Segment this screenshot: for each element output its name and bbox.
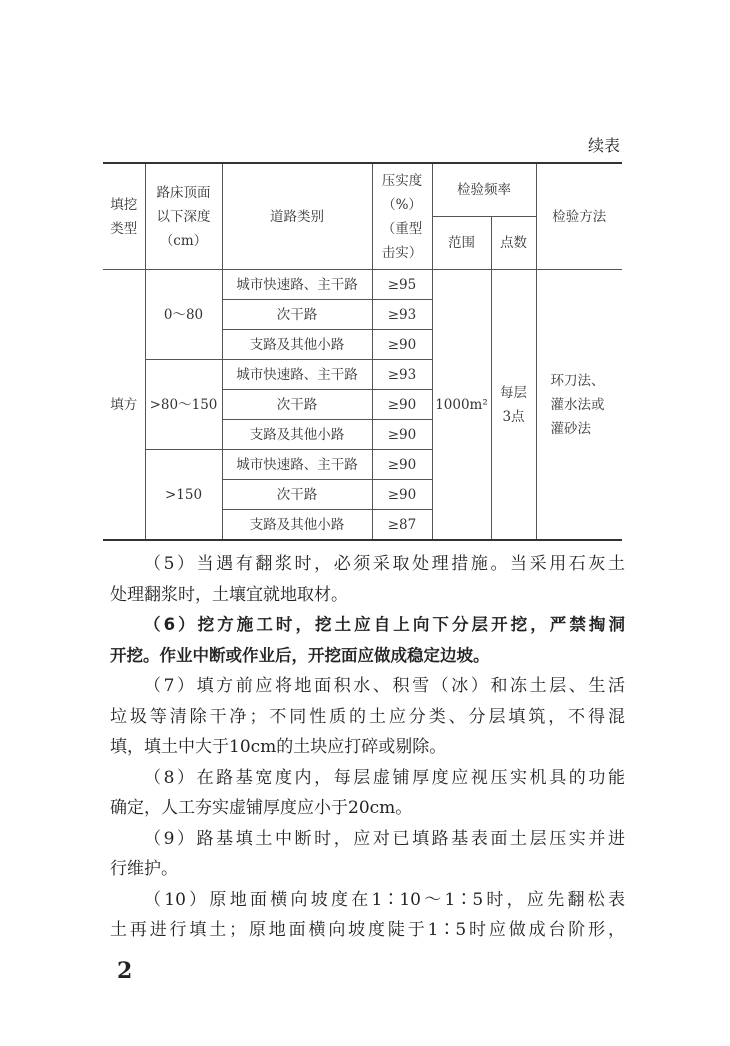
cell-compaction: ≥90	[372, 450, 432, 480]
cell-fill-type: 填方	[103, 270, 145, 541]
cell-compaction: ≥90	[372, 330, 432, 360]
header-range: 范围	[432, 217, 491, 270]
cell-road: 次干路	[222, 390, 372, 420]
cell-compaction: ≥95	[372, 270, 432, 300]
paragraph	[110, 671, 625, 763]
paragraph	[110, 824, 625, 885]
cell-road: 城市快速路、主干路	[222, 450, 372, 480]
cell-range: 1000m²	[432, 270, 491, 541]
header-road: 道路类别	[222, 163, 372, 270]
paragraph	[110, 763, 625, 824]
text-line: （9）路基填土中断时，应对已填路基表面土层压实并进	[144, 828, 625, 849]
cell-depth: >80～150	[145, 360, 222, 450]
text-line: 处理翻浆时，土壤宜就地取材。	[110, 584, 348, 605]
cell-method: 环刀法、灌水法或灌砂法	[536, 270, 622, 541]
header-depth: 路床顶面 以下深度 （cm）	[145, 163, 222, 270]
page-number: 2	[117, 958, 133, 984]
text-line: （5）当遇有翻浆时，必须采取处理措施。当采用石灰土	[144, 554, 625, 574]
cell-road: 城市快速路、主干路	[222, 270, 372, 300]
text-line: （6）挖方施工时，挖土应自上向下分层开挖，严禁掏洞	[144, 615, 625, 634]
cell-compaction: ≥93	[372, 360, 432, 390]
text-line: （7）填方前应将地面积水、积雪（冰）和冻土层、生活	[144, 676, 625, 696]
table-row	[103, 270, 622, 300]
cell-road: 次干路	[222, 300, 372, 330]
cell-road: 支路及其他小路	[222, 420, 372, 450]
cell-compaction: ≥90	[372, 480, 432, 510]
cell-compaction: ≥90	[372, 420, 432, 450]
header-fill-type: 填挖 类型	[103, 163, 145, 270]
cell-points: 每层 3点	[491, 270, 536, 541]
cell-compaction: ≥87	[372, 510, 432, 541]
cell-depth: 0～80	[145, 270, 222, 360]
header-frequency: 检验频率	[432, 163, 536, 217]
text-line: 确定，人工夯实虚铺厚度应小于20cm。	[110, 798, 413, 818]
paragraph	[110, 885, 625, 946]
cell-road: 次干路	[222, 480, 372, 510]
text-line: （8）在路基宽度内，每层虚铺厚度应视压实机具的功能	[144, 767, 625, 788]
cell-road: 支路及其他小路	[222, 510, 372, 541]
header-points: 点数	[491, 217, 536, 270]
body-text	[110, 549, 625, 946]
cell-compaction: ≥93	[372, 300, 432, 330]
cell-road: 城市快速路、主干路	[222, 360, 372, 390]
continued-table-label: 续表	[587, 136, 620, 155]
paragraph	[110, 610, 625, 671]
cell-road: 支路及其他小路	[222, 330, 372, 360]
paragraph	[110, 549, 625, 610]
text-line: 行维护。	[110, 859, 178, 879]
cell-compaction: ≥90	[372, 390, 432, 420]
compaction-table	[103, 162, 622, 541]
text-line: 垃圾等清除干净；不同性质的土应分类、分层填筑，不得混	[110, 706, 625, 727]
header-compaction: 压实度 （%） （重型 击实）	[372, 163, 432, 270]
text-line: 开挖。作业中断或作业后，开挖面应做成稳定边坡。	[110, 645, 490, 665]
text-line: （10）原地面横向坡度在1∶10～1∶5时，应先翻松表	[144, 889, 625, 910]
text-line: 填，填土中大于10cm的土块应打碎或剔除。	[110, 737, 447, 757]
header-method: 检验方法	[536, 163, 622, 270]
cell-depth: >150	[145, 450, 222, 541]
text-line: 土再进行填土；原地面横向坡度陡于1∶5时应做成台阶形，	[110, 920, 625, 940]
